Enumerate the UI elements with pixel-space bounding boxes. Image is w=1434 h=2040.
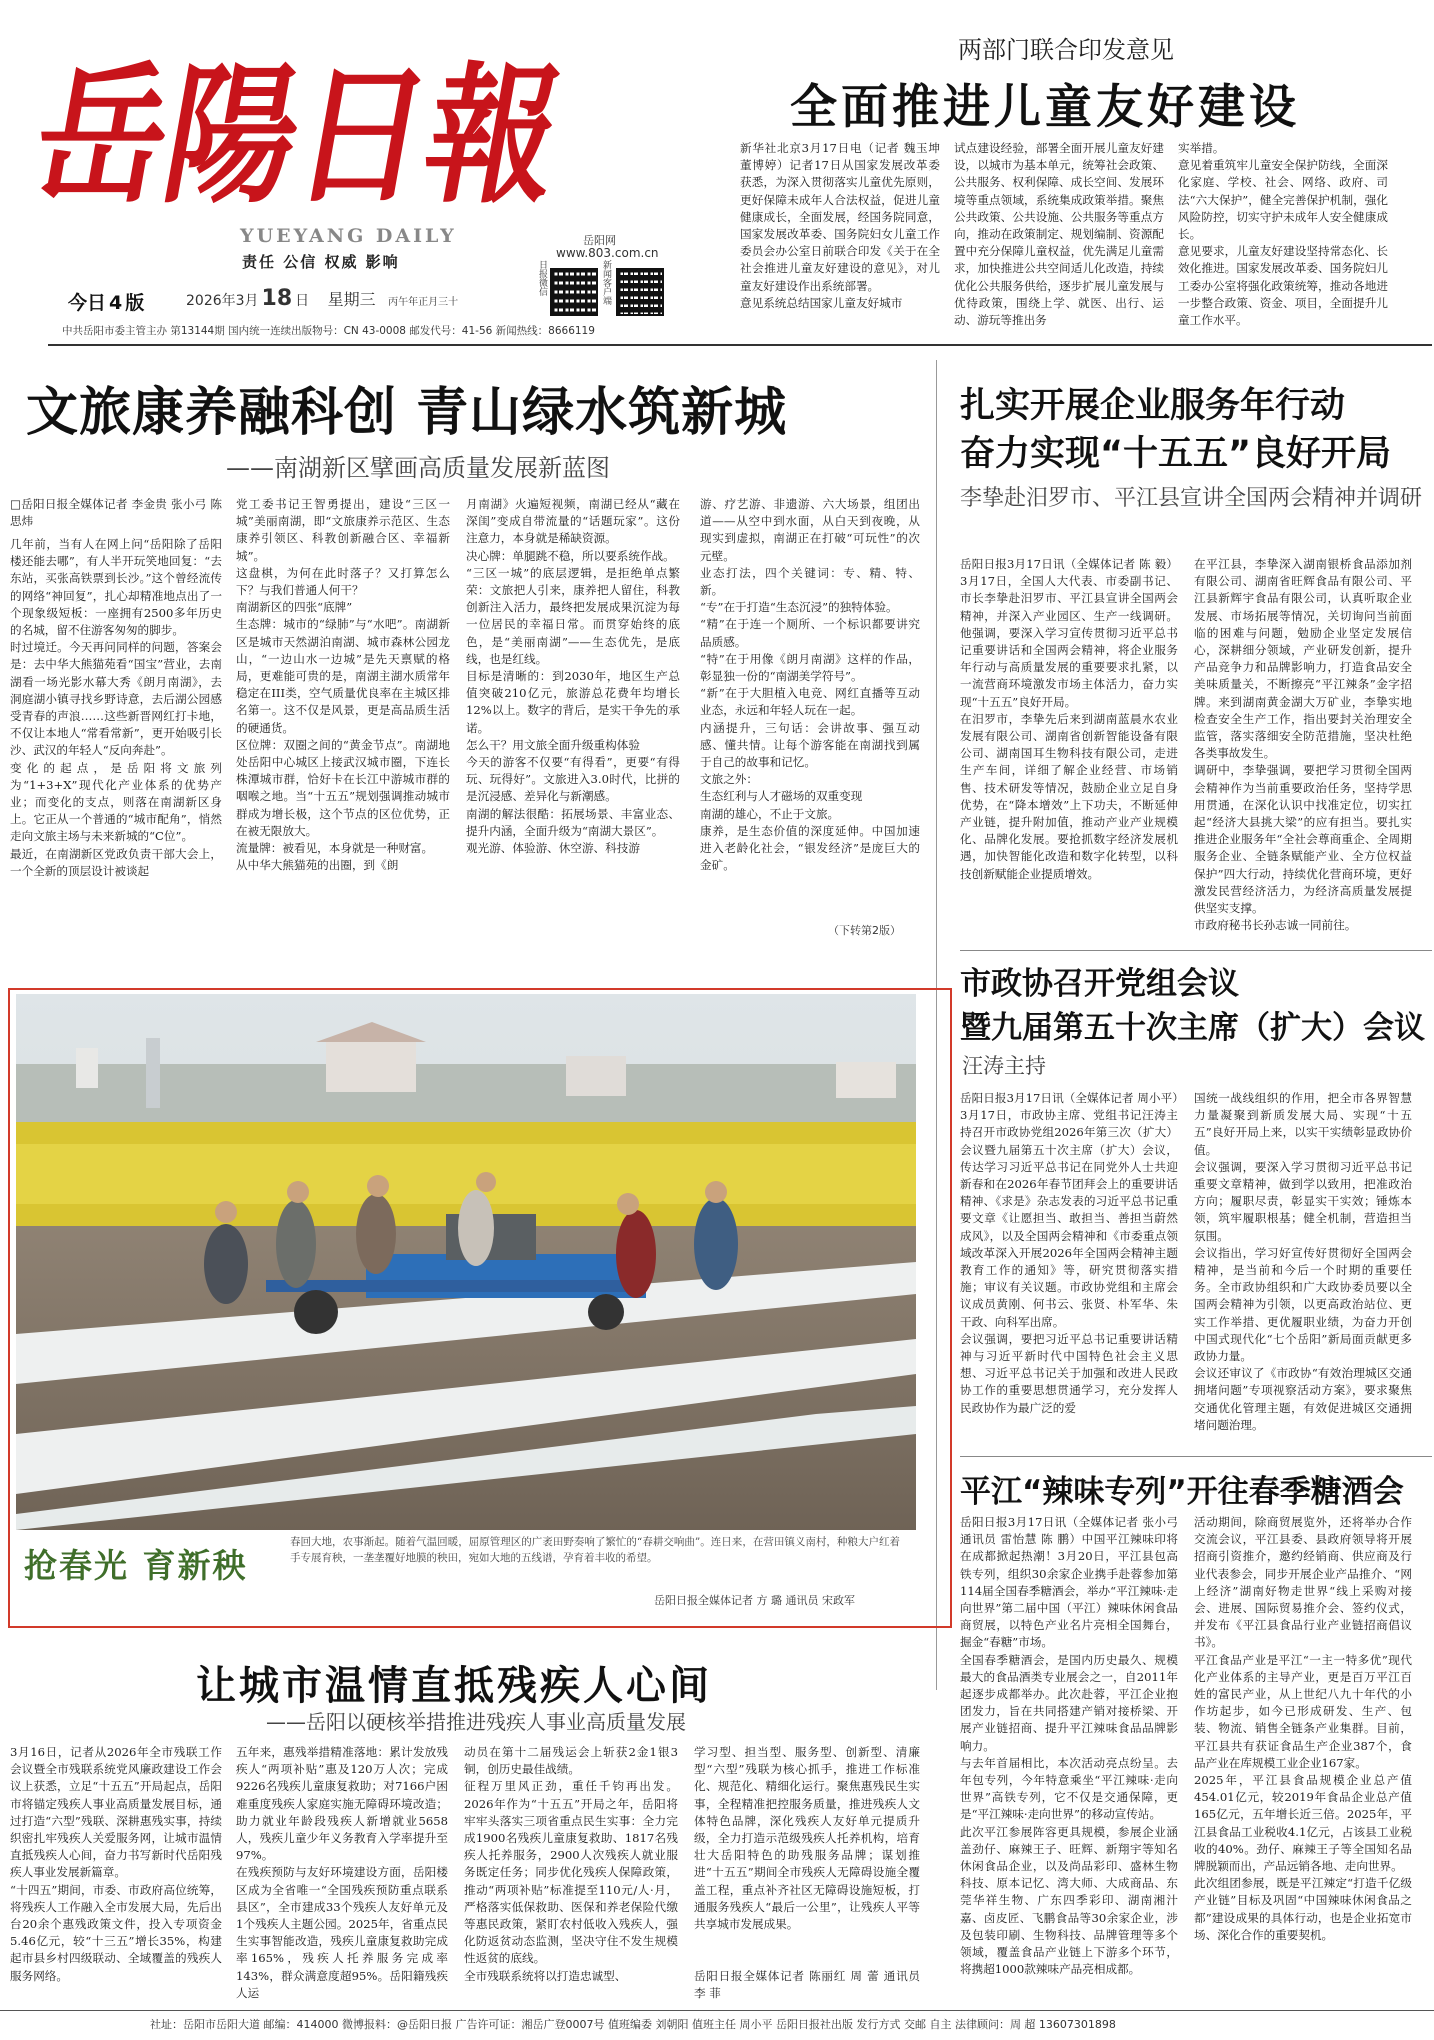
- issue-day-suffix: 日: [295, 293, 310, 309]
- footer-divider: [0, 2010, 1434, 2011]
- right3-col-2: 活动期间，除商贸展览外，还将举办合作交流会议，平江县委、县政府领导将开展招商引资推介，邀约经销商、供应商及行业代表参会，同步开展企业产品推介、“网上经济”湖南好物走世界“线上采购对接会、进展、国际贸易推介会、签约仪式，并发布《平江县食品行业产业链招商倡议书》。 平江食品产业是平江“一主一特多优”现代化产业体系的主导产业，更是百万平江百姓的富民产业，从上世纪八九十年代的小作坊起步，如今已形成研发、生产、包装、物流、销售全链条产业集群。目前，平江县共有获证食品生产企业387个，食品产业在库规模工业企业167家。 2025年，平江县食品规模企业总产值454.01亿元，较2019年食品企业总产值165亿元，五年增长近三倍。2025年，平江县食品工业税收4.1亿元，占该县工业税收的40%。劲仔、麻辣王子等全国知名品牌脱颖而出，产品远销各地、走向世界。 此次组团参展，既是平江辣定“打造千亿级产业链”目标及巩固“中国辣味休闲食品之都”建设成果的具体行动，也是企业拓宽市场、深化合作的重要契机。: [1194, 1515, 1412, 1942]
- lead-story-col-2: 党工委书记王智勇提出，建设“三区一城”美丽南湖，即“文旅康养示范区、生态康养引领区、科教创新融合区、幸福新城”。 这盘棋，为何在此时落子？又打算怎么下？与我们普通人何干？ 南湖新区的四张“底牌” 生态牌：城市的“绿肺”与“水吧”。南湖新区是城市天然湖泊南湖、城市森林公园龙山，“一边山水一边城”是先天禀赋的格局，更难能可贵的是，南湖主湖水质常年稳定在III类，空气质量优良率在主城区排名第一。这不仅是风景，更是高品质生活的硬通货。 区位牌：双圈之间的“黄金节点”。南湖地处岳阳中心城区上接武汉城市圈，下连长株潭城市群，恰好卡在长江中游城市群的咽喉之地。当“十五五”规划强调推动城市群成为增长极，这个节点的区位优势，正在被无限放大。 流量牌：被看见，本身就是一种财富。 从中华大熊猫苑的出圈，到《朗: [236, 497, 450, 873]
- top-story-col-3: 实举措。 意见着重筑牢儿童安全保护防线，全面深化家庭、学校、社会、网络、政府、司法“六大保护”，健全完善保护机制，强化风险防控，切实守护未成年人安全健康成长。 意见要求，儿童友好建设坚持常态化、长效化推进。国家发展改革委、国务院妇儿工委办公室将强化政策统筹，推动各地进一步整合政策、资金、项目，全面提升儿童工作水平。: [1178, 141, 1388, 328]
- right2-headline-1[interactable]: 市政协召开党组会议: [960, 966, 1239, 1002]
- top-story-headline[interactable]: 全面推进儿童友好建设: [790, 80, 1300, 135]
- lead-story-col-1: 几年前，当有人在网上问“岳阳除了岳阳楼还能去哪”，有人半开玩笑地回复：“去东站，买张高铁票到长沙。”这个曾经流传的网络“神回复”，扎心却精准地点出了一个现象级短板：一座拥有2500多年历史的名城，留不住游客匆匆的脚步。 时过境迁。今天再问同样的问题，答案会是：去中华大熊猫苑看“国宝”营业，去南湖看一场光影水幕大秀《朗月南湖》，去洞庭湖小镇寻找乡野诗意，去后湖公园感受青春的声浪……这些新晋网红打卡地，不仅让本地人“常看常新”，更开始吸引长沙、武汉的年轻人“反向奔赴”。 变化的起点，是岳阳将文旅列为“1+3+X”现代化产业体系的优势产业；而变化的支点，则落在南湖新区身上。它正从一个普通的“城市配角”，悄然走向文旅主场与未来新城的“C位”。 最近，在南湖新区党政负责干部大会上，一个全新的顶层设计被谈起: [10, 537, 222, 878]
- right2-subhead: 汪涛主持: [962, 1054, 1046, 1078]
- issue-date-text: 2026年3月: [186, 293, 259, 309]
- right2-col-1: 岳阳日报3月17日讯（全媒体记者 周小平）3月17日，市政协主席、党组书记汪涛主持召开市政协党组2026年第三次（扩大）会议暨九届第五十次主席（扩大）会议，传达学习习近平总书记在同党外人士共迎新春和在2026年春节团拜会上的重要讲话精神、《求是》杂志发表的习近平总书记重要文章《让愿担当、敢担当、善担当蔚然成风》，以及全国两会精神和《市委重点领域改革深入开展2026年全国两会精神主题教育工作的通知》等，研究贯彻落实措施；审议有关议题。市政协党组和主席会议成员黄刚、何书云、张贤、朴军华、朱干政、向科军出席。 会议强调，要把习近平总书记重要讲话精神与习近平新时代中国特色社会主义思想、习近平总书记关于加强和改进人民政协工作的重要思想贯通学习，充分发挥人民政协作为最广泛的爱: [960, 1091, 1178, 1415]
- bottom-story-credit: 岳阳日报全媒体记者 陈丽红 周 蕾 通讯员 李 菲: [694, 1969, 920, 2001]
- lead-story-col-4: 游、疗艺游、非遗游、六大场景，组团出道——从空中到水面，从白天到夜晚，从现实到虚拟，南湖正在打破“可玩性”的次元壁。 业态打法，四个关键词：专、精、特、新。 “专”在于打造“生态沉浸”的独特体验。 “精”在于连一个厕所、一个标识都要讲究品质感。 “特”在于用像《朗月南湖》这样的作品，彰显独一份的“南湖美学符号”。 “新”在于大胆植入电竞、网红直播等互动业态，永远和年轻人玩在一起。 内涵提升，三句话：会讲故事、强互动感、懂共情。让每个游客能在南湖找到属于自己的故事和记忆。 文旅之外： 生态红利与人才磁场的双重变现 南湖的雄心，不止于文旅。 康养，是生态价值的深度延伸。中国加速进入老龄化社会，“银发经济”是庞巨大的金矿。: [700, 497, 920, 873]
- lead-story-headline[interactable]: 文旅康养融科创 青山绿水筑新城: [26, 383, 788, 443]
- masthead-pinyin: YUEYANG DAILY: [240, 225, 457, 247]
- lead-story-col-3: 月南湖》火遍短视频，南湖已经从“藏在深闺”变成自带流量的“话题玩家”。这份注意力，本身就是稀缺资源。 决心牌：单腿跳不稳，所以要系统作战。 “三区一城”的底层逻辑，是拒绝单点繁荣：文旅把人引来，康养把人留住，科教创新注入活力，最终把发展成果沉淀为每一位居民的幸福日常。而贯穿始终的底色，是“美丽南湖”——生态优先，是底线，也是红线。 目标是清晰的：到2030年，地区生产总值突破210亿元，旅游总花费年均增长12%以上。数字的背后，是实干争先的承诺。 怎么干？用文旅全面升级重构体验 今天的游客不仅要“有得看”，更要“有得玩、玩得好”。文旅进入3.0时代，比拼的是沉浸感、差异化与新潮感。 南湖的解法很酷：拓展场景、丰富业态、提升内涵，全面升级为“南湖大景区”。 观光游、体验游、休空游、科技游: [466, 497, 680, 856]
- issue-weekday: 星期三: [327, 290, 376, 309]
- right1-col-1: 岳阳日报3月17日讯（全媒体记者 陈 毅）3月17日，全国人大代表、市委副书记、市长李挚赴汨罗市、平江县宣讲全国两会精神，并深入产业园区、生产一线调研。他强调，要深入学习宣传贯彻习近平总书记重要讲话和全国两会精神，将企业服务年行动与高质量发展的重要要求扎紧，以一流营商环境激发市场主体活力，奋力实现“十五五”良好开局。 在汨罗市，李挚先后来到湖南蓝晨水农业发展有限公司、湖南省创新智能设备有限公司、湖南国耳生物科技有限公司，走进生产车间，详细了解企业经营、市场销售、技术研发等情况，鼓励企业立足自身优势，在“降本增效”上下功夫，不断延伸产业链，提升附加值，推动产业产业规模化、品牌化发展。要抢抓数字经济发展机遇，加快智能化改造和数字化转型，以科技创新赋能企业提质增效。: [960, 557, 1178, 881]
- site-url[interactable]: www.803.com.cn: [556, 246, 659, 260]
- right1-headline-1[interactable]: 扎实开展企业服务年行动: [960, 386, 1346, 426]
- lead-story-subhead: ——南湖新区擘画高质量发展新蓝图: [226, 454, 610, 482]
- lead-story-continued[interactable]: （下转第2版）: [828, 924, 901, 937]
- top-story-col-1: 新华社北京3月17日电（记者 魏玉坤 董博婷）记者17日从国家发展改革委获悉，为深入贯彻落实儿童优先原则，更好保障未成年人合法权益，促进儿童健康成长，全面发展，经国务院同意，国家发展改革委、国务院妇女儿童工作委员会办公室日前联合印发《关于在全社会推进儿童友好建设的意见》，对儿童友好建设作出系统部署。 意见系统总结国家儿童友好城市: [740, 141, 940, 310]
- today-pages-count: 4: [109, 292, 123, 314]
- issue-lunar: 丙午年正月三十: [388, 297, 459, 308]
- masthead: [0, 0, 760, 336]
- qr-code-wechat[interactable]: [550, 268, 598, 316]
- issue-day: 18: [261, 286, 293, 311]
- photo-credit: 岳阳日报全媒体记者 方 璐 通讯员 宋政军: [654, 1594, 855, 1607]
- masthead-title: 岳陽日報: [22, 47, 654, 224]
- today-prefix: 今日: [68, 292, 107, 314]
- bottom-story-headline[interactable]: 让城市温情直抵残疾人心间: [196, 1663, 712, 1709]
- right1-col-2: 在平江县，李挚深入湖南银桥食品添加剂有限公司、湖南省旺辉食品有限公司、平江县新辉宇食品有限公司，认真听取企业发展、市场拓展等情况，关切询问当前面临的困难与问题，勉励企业坚定发展信心，深耕细分领域，产业研发创新，提升产品竞争力和品牌影响力，打造食品安全美味质量关，不断擦亮“平江辣条”金字招牌。来到湖南黄金湖大万矿业，李挚实地检查安全生产工作，指出要封关治理安全监管，落实落细安全防范措施，坚决杜绝各类事故发生。 调研中，李挚强调，要把学习贯彻全国两会精神作为当前重要政治任务，坚持学思用贯通，在深化认识中找准定位，切实扛起“经济大县挑大梁”的应有担当。要扎实推进企业服务年“全社会尊商重企、全周期服务企业、全链条赋能产业、全方位权益保护”四大行动，持续优化营商环境，更好激发民营经济活力，为经济高质量发展提供坚实支撑。 市政府秘书长孙志诚一同前往。: [1194, 557, 1412, 933]
- bottom-story-col-2: 五年来，惠残举措精准落地：累计发放残疾人“两项补贴”惠及120万人次；完成9226名残疾儿童康复救助；对7166户困难重度残疾人家庭实施无障碍环境改造；助力就业年龄段残疾人新增就业5658人，残疾儿童少年义务教育入学率提升至97%。 在残疾预防与友好环境建设方面，岳阳楼区成为全省唯一“全国残疾预防重点联系县区”，全市建成33个残疾人友好单元及1个残疾人主题公园。2025年，省重点民生实事智能改造，残疾儿童康复救助完成率165%，残疾人托养服务完成率143%，群众满意度超95%。岳阳籍残疾人运: [236, 1745, 448, 2000]
- right2-headline-2[interactable]: 暨九届第五十次主席（扩大）会议: [960, 1010, 1425, 1046]
- today-pages-suffix: 版: [125, 292, 145, 314]
- top-story-col-2: 试点建设经验，部署全面开展儿童友好建设，以城市为基本单元，统筹社会政策、公共服务、权利保障、成长空间、发展环境等重点领域，系统集成政策举措。聚焦公共政策、公共设施、公共服务等重点方向，推动在政策制定、规划编制、资源配置中充分保障儿童权益，优先满足儿童需求，加快推进公共空间适儿化改造，持续优化公共服务供给，逐步扩展儿童发展与优待政策，围绕上学、就医、出行、运动、游玩等推出务: [954, 141, 1164, 328]
- masthead-slogan: 责任 公信 权威 影响: [242, 253, 400, 271]
- bottom-story-col-3: 动员在第十二届残运会上斩获2金1银3铜，创历史最佳战绩。 征程万里风正劲，重任千钧再出发。2026年作为“十五五”开局之年，岳阳将牢牢头落实三项省重点民生实事：全力完成1900名残疾儿童康复救助、1817名残疾人托养服务，2900人次残疾人就业服务既定任务；同步优化残疾人保障政策，推动“两项补贴”标准提至110元/人·月，严格落实低保救助、医保和养老保险代缴等惠民政策，紧盯农村低收入残疾人，强化防返贫动态监测，坚决守住不发生规模性返贫的底线。 全市残联系统将以打造忠诚型、: [464, 1745, 678, 1983]
- right2-divider: [960, 1456, 1432, 1457]
- photo-caption: 春回大地，农事渐起。随着气温回暖，屈原管理区的广袤田野奏响了繁忙的“春耕交响曲”。连日来，在营田镇义南村，种粮大户红着手专展育秧，一垄垄覆好地膜的秧田，宛如大地的五线谱，孕育着丰收的希望。: [290, 1536, 900, 1564]
- photo-title: 抢春光 育新秧: [24, 1546, 248, 1585]
- masthead-divider: [48, 344, 1432, 346]
- top-story-kicker: 两部门联合印发意见: [958, 36, 1174, 64]
- today-pages: [68, 288, 144, 315]
- qr2-label: 新闻客户端: [601, 260, 611, 305]
- right3-headline[interactable]: 平江“辣味专列”开往春季糖酒会: [960, 1474, 1404, 1510]
- issue-date: [186, 286, 458, 311]
- masthead-logo: [22, 22, 654, 224]
- right2-col-2: 国统一战线组织的作用，把全市各界智慧力量凝聚到新质发展大局、实现“十五五”良好开局上来，以实干实绩彰显政协价值。 会议强调，要深入学习贯彻习近平总书记重要文章精神，做到学以致用，把准政治方向；履职尽责，彰显实干实效；锤炼本领，筑牢履职根基；健全机制，营造担当氛围。 会议指出，学习好宣传好贯彻好全国两会精神，是当前和今后一个时期的重要任务。全市政协组织和广大政协委员要以全国两会精神为引领，以更高政治站位、更实工作举措、更优履职业绩，为奋力开创中国式现代化“七个岳阳”新局面贡献更多政协力量。 会议还审议了《市政协“有效治理城区交通拥堵问题”专项视察活动方案》，要求聚焦交通优化管理主题，有效促进城区交通拥堵问题治理。: [1194, 1091, 1412, 1432]
- footer-text: 社址：岳阳市岳阳大道 邮编：414000 微博报料：@岳阳日报 广告许可证：湘岳广登0007号 值班编委 刘朝阳 值班主任 周小平 岳阳日报社出版 发行方式 交邮 自主 法律顾问：周 超 13607301898: [150, 2018, 1116, 2031]
- right1-headline-2[interactable]: 奋力实现“十五五”良好开局: [960, 434, 1392, 474]
- bottom-story-col-1: 3月16日，记者从2026年全市残联工作会议暨全市残联系统党风廉政建设工作会议上获悉，立足“十五五”开局起点，岳阳市将锚定残疾人事业高质量发展目标，通过打造“六型”残联、深耕惠残实事，持续织密扎牢残疾人关爱服务网，让城市温情直抵残疾人心间，奋力书写新时代岳阳残疾人事业发展新篇章。 “十四五”期间，市委、市政府高位统筹，将残疾人工作融入全市发展大局，先后出台20余个惠残政策文件，投入专项资金5.46亿元，较“十三五”增长35%，构建起市县乡村四级联动、全域覆盖的残疾人服务网络。: [10, 1745, 222, 1983]
- lead-story-byline: □岳阳日报全媒体记者 李金贵 张小弓 陈思炜: [10, 497, 222, 529]
- right1-subhead: 李挚赴汨罗市、平江县宣讲全国两会精神并调研: [960, 486, 1423, 511]
- qr-code-app[interactable]: [616, 268, 664, 316]
- photo-image[interactable]: [16, 994, 916, 1530]
- masthead-info-line: 中共岳阳市委主管主办 第13144期 国内统一连续出版物号：CN 43-0008 邮发代号：41-56 新闻热线：8666119: [62, 325, 595, 337]
- right3-col-1: 岳阳日报3月17日讯（全媒体记者 张小弓 通讯员 雷怡慧 陈 鹏）中国平江辣味印将在成都掀起热潮！3月20日，平江县包高铁专列，组织30余家企业携手赴蓉参加第114届全国春季糖酒会，举办“平江辣味·走向世界”第二届中国（平江）辣味休闲食品商贸展，以特色产业名片亮相全国舞台，掘金“春糖”市场。 全国春季糖酒会，是国内历史最久、规模最大的食品酒类专业展会之一，自2011年起逐步成都举办。此次赴蓉，平江企业抱团发力，旨在共同搭建产销对接桥梁、开展产业链招商、提升平江辣味食品品牌影响力。 与去年首届相比，本次活动亮点纷呈。去年包专列，今年特意乘坐“平江辣味·走向世界”高铁专列，它不仅是交通保障，更是“平江辣味·走向世界”的移动宣传站。 此次平江参展阵容更具规模，参展企业涵盖劲仔、麻辣王子、旺辉、新翔宇等知名休闲食品企业，以及尚品彩印、盛林生物科技、原本记忆、湾大师、大成商品、东莞华祥生物、广东四季彩印、湖南湘汁嘉、卤皮匠、飞鹏食品等30余家企业，涉及包装印刷、生物科技、品牌管理等多个领域，覆盖食品产业链上下游多个环节，将携超1000款辣味产品亮相成都。: [960, 1515, 1178, 1977]
- bottom-story-col-4: 学习型、担当型、服务型、创新型、清廉型“六型”残联为核心抓手，推进工作标准化、规范化、精细化运行。聚焦惠残民生实事，全程精准把控服务质量，推进残疾人文体特色品牌，深化残疾人友好单元提质升级，全力打造示范级残疾人托养机构，培育壮大岳阳特色的助残服务品牌；谋划推进“十五五”期间全市残疾人无障碍设施全覆盖工程，重点补齐社区无障碍设施短板，打通服务残疾人“最后一公里”，让残疾人平等共享城市发展成果。: [694, 1745, 920, 1932]
- right1-divider: [960, 950, 1432, 951]
- site-label: 岳阳网: [583, 234, 616, 247]
- bottom-story-subhead: ——岳阳以硬核举措推进残疾人事业高质量发展: [266, 1710, 686, 1734]
- qr1-label: 日报微信: [537, 260, 547, 296]
